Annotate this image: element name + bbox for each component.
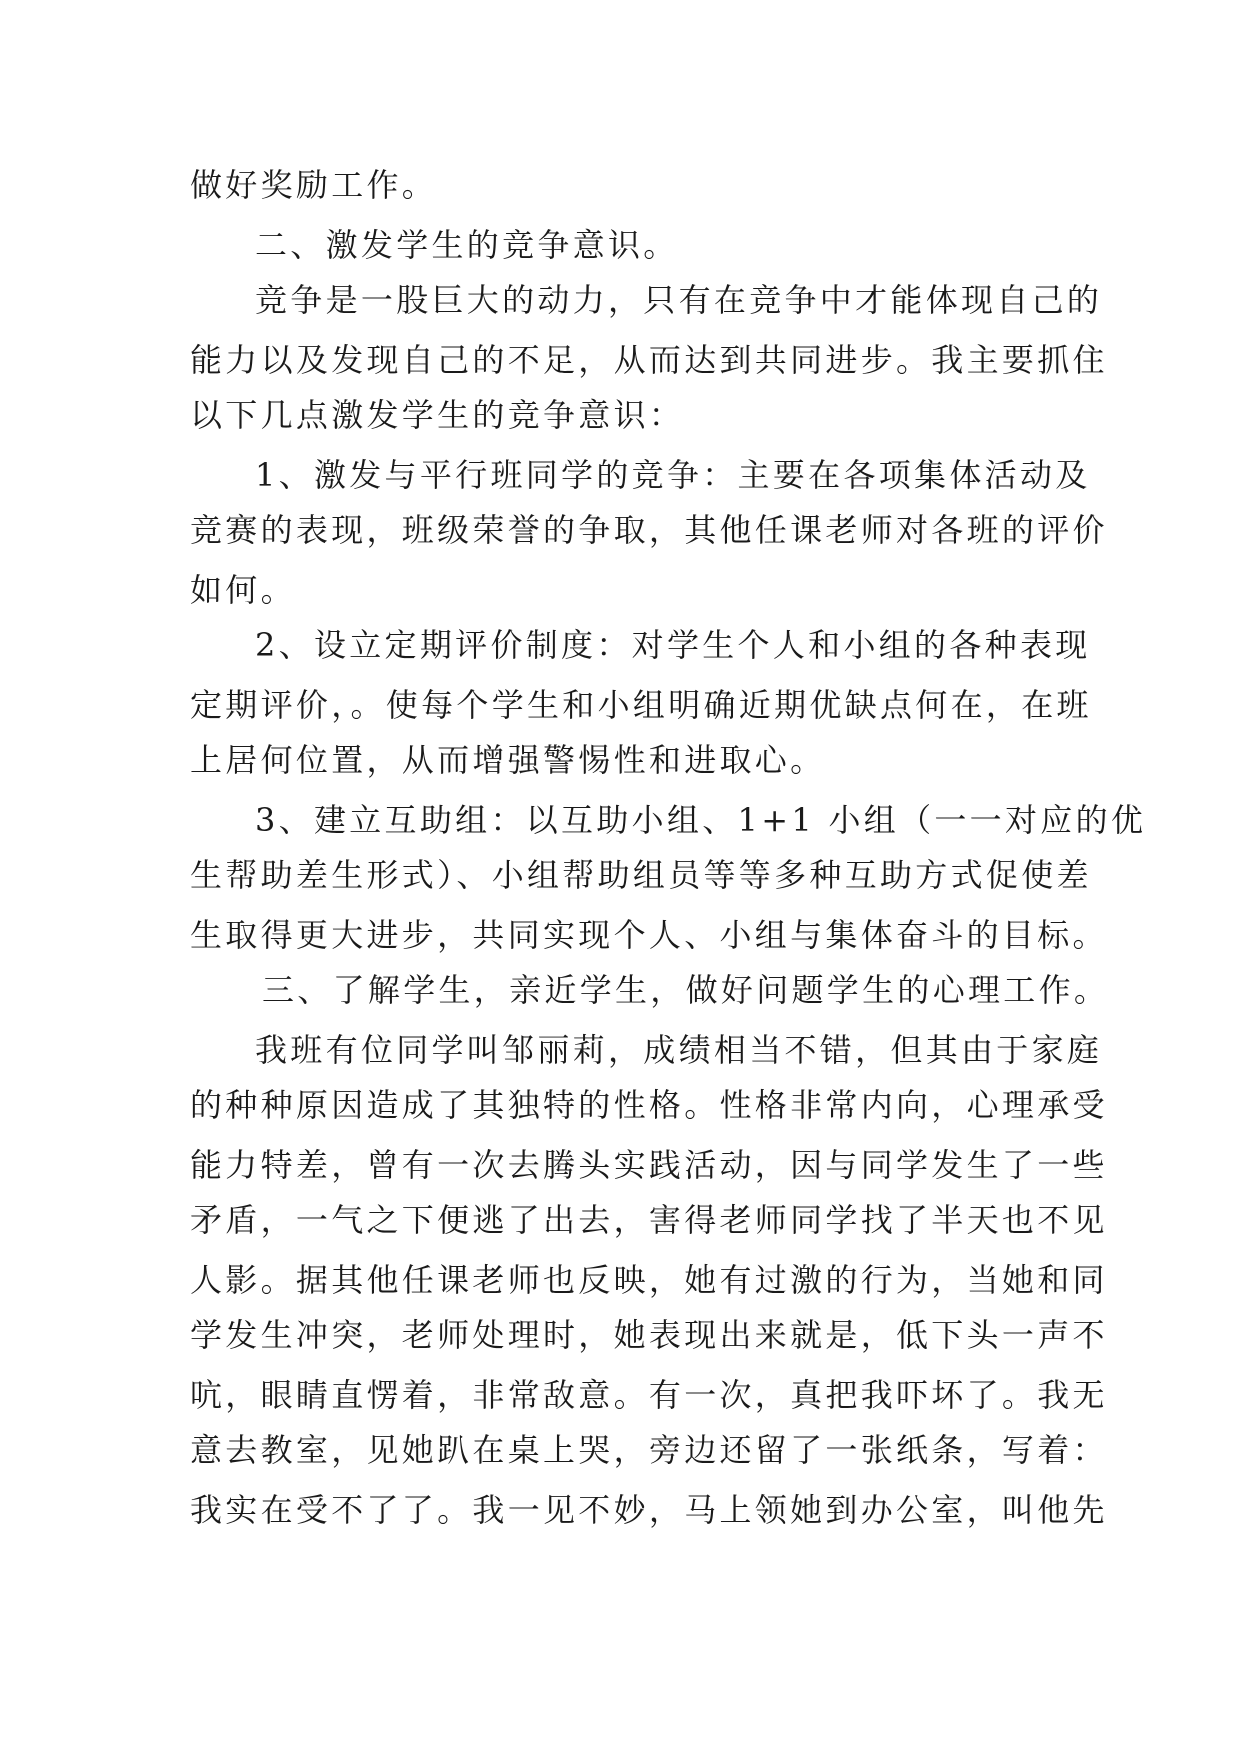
paragraph-line: 能力特差，曾有一次去腾头实践活动，因与同学发生了一些 xyxy=(190,1146,1108,1184)
list-item-line: 生帮助差生形式）、小组帮助组员等等多种互助方式促使差 xyxy=(190,856,1092,894)
list-item-line: 生取得更大进步，共同实现个人、小组与集体奋斗的目标。 xyxy=(190,916,1108,954)
list-item-line: 竞赛的表现，班级荣誉的争取，其他任课老师对各班的评价 xyxy=(190,511,1108,549)
paragraph-line: 吭，眼睛直愣着，非常敌意。有一次，真把我吓坏了。我无 xyxy=(190,1376,1108,1414)
list-item-line: 1、激发与平行班同学的竞争：主要在各项集体活动及 xyxy=(255,456,1091,494)
paragraph-line: 意去教室，见她趴在桌上哭，旁边还留了一张纸条，写着： xyxy=(190,1431,1108,1469)
text-line: 做好奖励工作。 xyxy=(190,166,438,204)
paragraph-line: 竞争是一股巨大的动力，只有在竞争中才能体现自己的 xyxy=(255,281,1103,319)
paragraph-line: 的种种原因造成了其独特的性格。性格非常内向，心理承受 xyxy=(190,1086,1108,1124)
list-item-line: 3、建立互助组：以互助小组、1+1 小组（一一对应的优 xyxy=(255,801,1147,839)
list-item-line: 定期评价，。使每个学生和小组明确近期优缺点何在，在班 xyxy=(190,686,1092,724)
list-item-line: 如何。 xyxy=(190,571,296,609)
paragraph-line: 能力以及发现自己的不足，从而达到共同进步。我主要抓住 xyxy=(190,341,1108,379)
paragraph-line: 以下几点激发学生的竞争意识： xyxy=(190,396,685,434)
section-heading: 二、激发学生的竞争意识。 xyxy=(255,226,679,264)
paragraph-line: 我实在受不了了。我一见不妙，马上领她到办公室，叫他先 xyxy=(190,1491,1108,1529)
paragraph-line: 学发生冲突，老师处理时，她表现出来就是，低下头一声不 xyxy=(190,1316,1108,1354)
list-item-line: 上居何位置，从而增强警惕性和进取心。 xyxy=(190,741,826,779)
paragraph-line: 我班有位同学叫邹丽莉，成绩相当不错，但其由于家庭 xyxy=(255,1031,1103,1069)
paragraph-line: 人影。据其他任课老师也反映，她有过激的行为，当她和同 xyxy=(190,1261,1108,1299)
paragraph-line: 矛盾，一气之下便逃了出去，害得老师同学找了半天也不见 xyxy=(190,1201,1108,1239)
section-heading: 三、了解学生，亲近学生，做好问题学生的心理工作。 xyxy=(262,971,1110,1009)
list-item-line: 2、设立定期评价制度：对学生个人和小组的各种表现 xyxy=(255,626,1091,664)
